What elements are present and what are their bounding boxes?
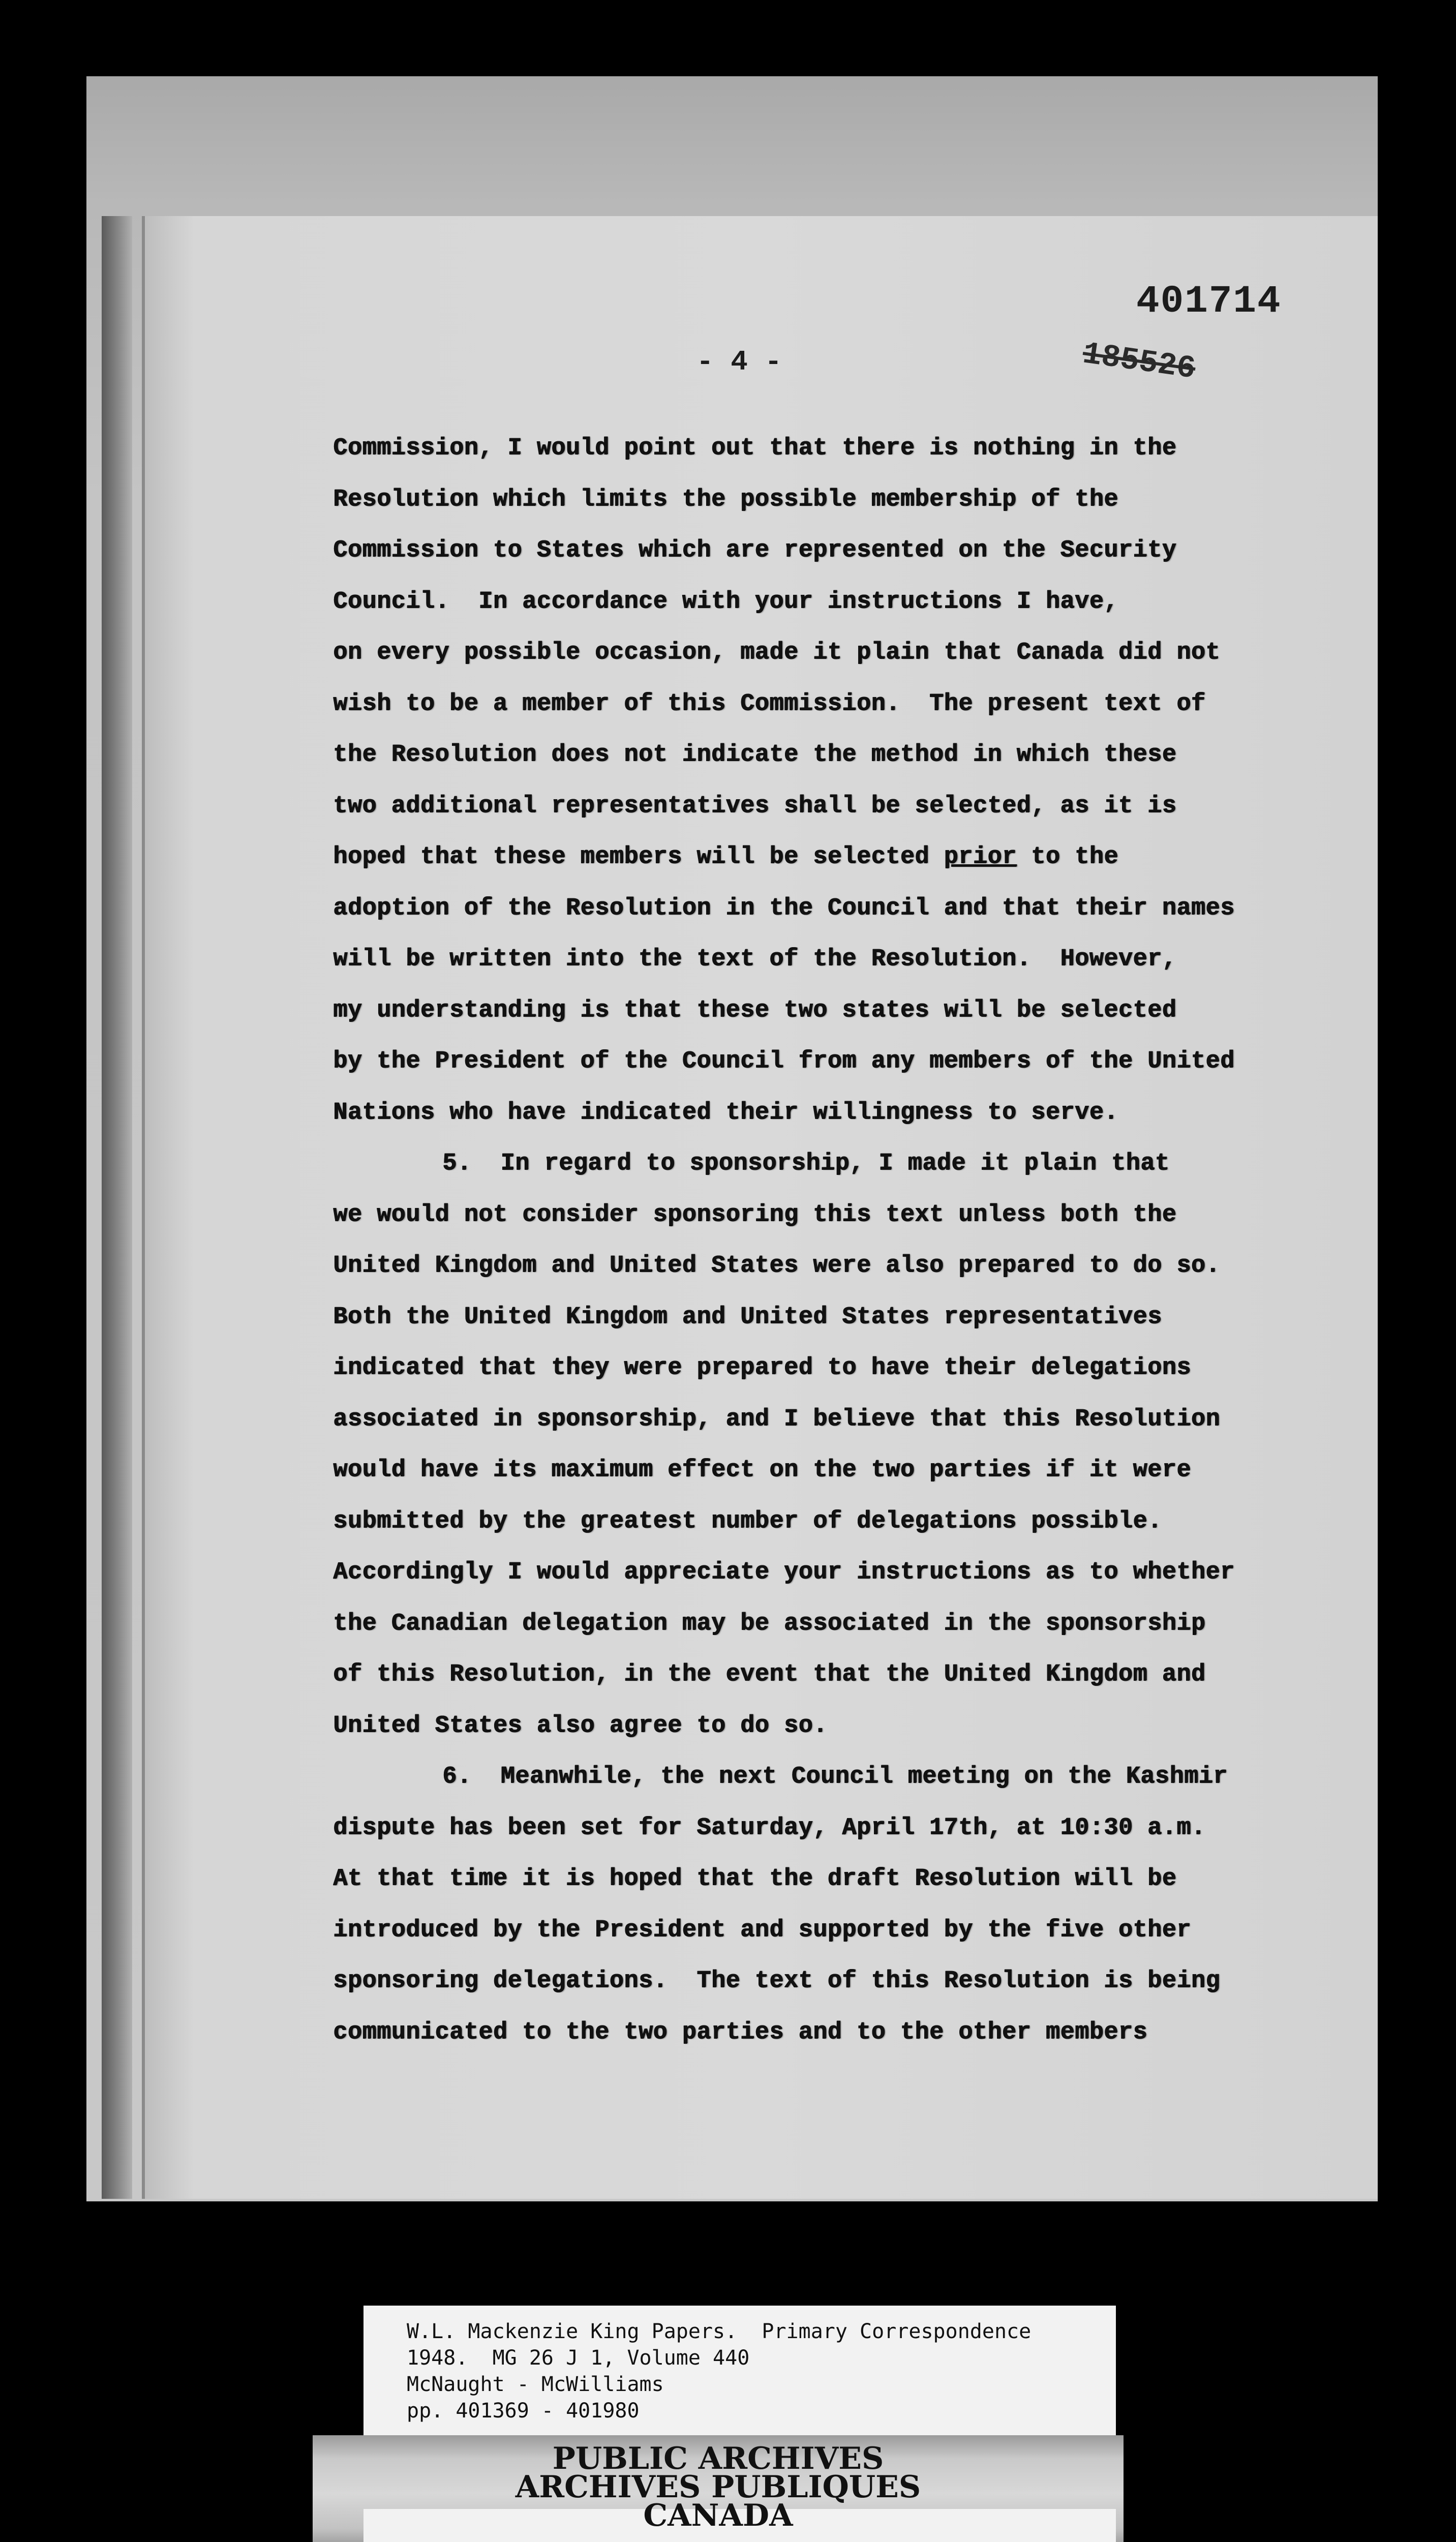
text-line: we would not consider sponsoring this text unless both the — [333, 1201, 1177, 1228]
text-line: dispute has been set for Saturday, April 17th, at 10:30 a.m. — [333, 1814, 1206, 1841]
text-line: United Kingdom and United States were also prepared to do so. — [333, 1252, 1220, 1279]
text-fragment: to the — [1016, 843, 1118, 870]
text-line-with-underline — [333, 832, 1329, 883]
archive-label-line: 1948. MG 26 J 1, Volume 440 — [407, 2346, 750, 2370]
paragraph-6-start: 6. Meanwhile, the next Council meeting on the Kashmir — [442, 1763, 1228, 1790]
text-line: wish to be a member of this Commission. The present text of — [333, 690, 1206, 717]
archive-label-text — [407, 2318, 1031, 2424]
archive-label-line: W.L. Mackenzie King Papers. Primary Correspondence — [407, 2320, 1032, 2343]
struck-document-number: 185526 — [1080, 336, 1198, 387]
text-line: submitted by the greatest number of delegations possible. — [333, 1507, 1162, 1535]
archive-label-line: pp. 401369 - 401980 — [407, 2399, 640, 2423]
text-line: sponsoring delegations. The text of this Resolution is being — [333, 1968, 1220, 1994]
text-line: Both the United Kingdom and United States representatives — [333, 1303, 1162, 1330]
stamp-line: PUBLIC ARCHIVES — [552, 2441, 884, 2476]
text-line: will be written into the text of the Resolution. However, — [333, 946, 1177, 973]
text-line: indicated that they were prepared to have their delegations — [333, 1354, 1191, 1381]
text-line: Commission, I would point out that there is nothing in the — [333, 435, 1177, 462]
body-text — [333, 423, 1329, 2058]
text-line: adoption of the Resolution in the Council and that their names — [333, 894, 1235, 922]
text-line: introduced by the President and supported by the five other — [333, 1916, 1191, 1944]
text-line: by the President of the Council from any members of the United — [333, 1048, 1235, 1075]
text-line: the Resolution does not indicate the method in which these — [333, 741, 1177, 768]
page-left-edge — [102, 216, 132, 2199]
underlined-word: prior — [944, 843, 1017, 870]
stamp-line: ARCHIVES PUBLIQUES — [515, 2469, 921, 2505]
text-line: communicated to the two parties and to the other members — [333, 2018, 1147, 2046]
text-line: Nations who have indicated their willingness to serve. — [333, 1099, 1118, 1126]
archive-label-line: McNaught - McWilliams — [407, 2373, 664, 2396]
archive-stamp — [313, 2441, 1124, 2533]
text-line: on every possible occasion, made it plain that Canada did not — [333, 639, 1220, 666]
page-number: - 4 - — [696, 346, 782, 378]
text-line: associated in sponsorship, and I believe that this Resolution — [333, 1405, 1220, 1433]
text-line: At that time it is hoped that the draft Resolution will be — [333, 1865, 1177, 1892]
text-line: Accordingly I would appreciate your instructions as to whether — [333, 1559, 1235, 1586]
text-fragment: hoped that these members will be selected — [333, 843, 944, 870]
stamp-line: CANADA — [643, 2498, 793, 2533]
text-line: the Canadian delegation may be associated in the sponsorship — [333, 1610, 1206, 1637]
document-number: 401714 — [1136, 280, 1282, 323]
text-line: United States also agree to do so. — [333, 1712, 828, 1739]
text-line: Council. In accordance with your instructions I have, — [333, 588, 1118, 615]
text-line: two additional representatives shall be selected, as it is — [333, 792, 1177, 820]
paragraph-5-start: 5. In regard to sponsorship, I made it plain that — [442, 1150, 1170, 1177]
text-line: my understanding is that these two states will be selected — [333, 996, 1177, 1024]
text-line: Resolution which limits the possible membership of the — [333, 486, 1118, 513]
text-line: of this Resolution, in the event that the United Kingdom and — [333, 1661, 1206, 1688]
text-line: Commission to States which are represented on the Security — [333, 537, 1177, 564]
text-line: would have its maximum effect on the two parties if it were — [333, 1457, 1191, 1484]
